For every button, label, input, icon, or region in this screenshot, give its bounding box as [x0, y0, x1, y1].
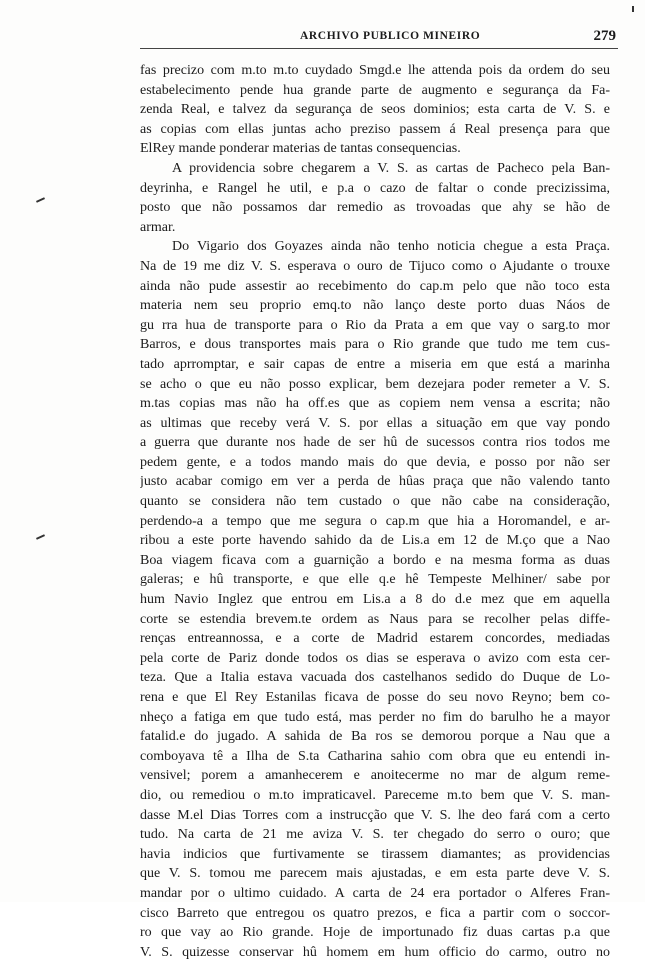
text-line: pela corte de Pariz donde todos os dias se esperava o avizo com esta cer- [140, 650, 610, 666]
text-line: comboyava tê a Ilha de S.ta Catharina sahio com obra que eu entendi in- [140, 748, 610, 764]
text-line: dio, ou remediou o m.to impraticavel. Pareceme m.to bem que V. S. man- [140, 787, 610, 803]
text-line: galeras; e hû transporte, e que elle q.e hê Tempeste Melhiner/ sabe por [140, 572, 610, 588]
text-line: as ultimas que receby verá V. S. por ellas a situação em que vay pondo [140, 415, 610, 431]
text-line: Na de 19 me diz V. S. esperava o ouro de Tijuco como o Ajudante o trouxe [140, 258, 610, 274]
text-line: perdendo-a a tempo que me segura o cap.m que hia a Horomandel, e ar- [140, 513, 610, 529]
text-line: mandar por o ultimo cuidado. A carta de 24 era portador o Alferes Fran- [140, 885, 610, 901]
text-line: a guerra que durante nos hade de ser hû de sucessos contra rios todos me [140, 435, 610, 451]
text-line: tudo. Na carta de 21 me aviza V. S. ter chegado do serro o ouro; que [140, 827, 610, 843]
text-line: quanto se considera não tem custado o que não cabe na consideração, [140, 494, 610, 510]
text-line: fatalid.e do jugado. A sahida de Ba ros se demorou porque a Nau que a [140, 729, 610, 745]
text-line: vensivel; porem a amanhecerem e anoitecerme no mar de algum reme- [140, 768, 610, 784]
text-line: zenda Real, e talvez da segurança de seos dominios; esta carta de V. S. e [140, 102, 610, 118]
running-head [140, 28, 618, 48]
text-line: V. S. quizesse conservar hû homem em hum officio do carmo, outro no [140, 944, 610, 960]
text-line: A providencia sobre chegarem a V. S. as cartas de Pacheco pela Ban- [172, 160, 610, 176]
text-line: Boa viagem ficava com a guarnição a bordo e na mesma forma as duas [140, 552, 610, 568]
page-number: 279 [593, 28, 616, 44]
text-line: corte se estendia brevem.te ordem as Naus para se recolher pelas diffe- [140, 611, 610, 627]
text-line: tado aprromptar, e sair capas de entre a miseria em que está a marinha [140, 356, 610, 372]
text-line: cisco Barreto que entregou os quatro prezos, e fica a partir com o soccor- [140, 905, 610, 921]
text-line: posto que não possamos dar remedio as trovoadas que ahy se hão de [140, 200, 610, 216]
text-line: Barros, e dous transportes mais para o Rio grande que tudo me tem cus- [140, 337, 610, 353]
text-line: rena e que El Rey Estanilas ficava de posse do seu novo Reyno; bem co- [140, 690, 610, 705]
text-line: hum Navio Inglez que entrou em Lis.a a 8 do d.e mez que em aquella [140, 592, 610, 608]
text-line: ElRey mande ponderar materias de tantas consequencias. [140, 141, 461, 157]
text-line: m.tas copias mas não ha off.es que as copiem nem vensa a escrita; não [140, 396, 610, 412]
text-line: havia indicios que furtivamente se tirassem diamantes; as providencias [140, 846, 610, 862]
text-line: dasse M.el Dias Torres com a instrucção que V. S. lhe deo fará com a certo [140, 807, 610, 823]
text-line: renças entreannossa, e a corte de Madrid estarem concordes, mediadas [140, 631, 610, 647]
text-line: as copias com ellas juntas acho preziso passem á Real presença para que [140, 121, 610, 137]
text-line: armar. [140, 219, 176, 235]
body-text [140, 61, 610, 962]
text-line: gu rra hua de transporte para o Rio da Prata a em que vay o sarg.to mor [140, 317, 610, 333]
text-line: deyrinha, e Rangel he util, e p.a o cazo de faltar o conde precizissima, [140, 180, 610, 196]
text-line: fas precizo com m.to m.to cuydado Smgd.e lhe attenda pois da ordem do seu [140, 63, 610, 78]
text-line: nheço a fatiga em que tudo está, mas perder no fim do barulho he a mayor [140, 709, 610, 725]
header-rule [140, 48, 618, 49]
text-line: ribou a este porte havendo sahido da de Lis.a em 12 de M.ço que a Nao [140, 533, 610, 549]
text-line: justo acabar comigo em ver a perda de hûas praça que não valendo tanto [140, 474, 610, 490]
margin-mark [36, 197, 45, 203]
text-line: materia nem seu proprio emq.to não lanço deste porto duas Náos de [140, 298, 610, 314]
margin-mark [36, 534, 45, 540]
text-line: se acho o que eu não posso explicar, bem dezejara poder remeter a V. S. [140, 376, 610, 392]
text-line: que V. S. tomou me parecem mais ajustadas, e em esta parte deve V. S. [140, 866, 610, 882]
corner-mark [632, 6, 634, 12]
text-line: teza. Que a Italia estava vacuada dos castelhanos sedido do Duque de Lo- [140, 670, 610, 686]
text-line: ainda não pude assestir ao recebimento do cap.m pelo que não toco esta [140, 278, 610, 294]
text-line: ro que vay ao Rio grande. Hoje de importunado fiz duas cartas p.a que [140, 925, 610, 941]
text-line: Do Vigario dos Goyazes ainda não tenho noticia chegue a esta Praça. [172, 239, 610, 255]
text-line: estabelecimento pende hua grande parte de augmento e segurança da Fa- [140, 82, 610, 98]
text-line: pedem gente, e a todos mando mais do que devia, e posso por não ser [140, 454, 610, 470]
running-title: ARCHIVO PUBLICO MINEIRO [300, 30, 481, 42]
